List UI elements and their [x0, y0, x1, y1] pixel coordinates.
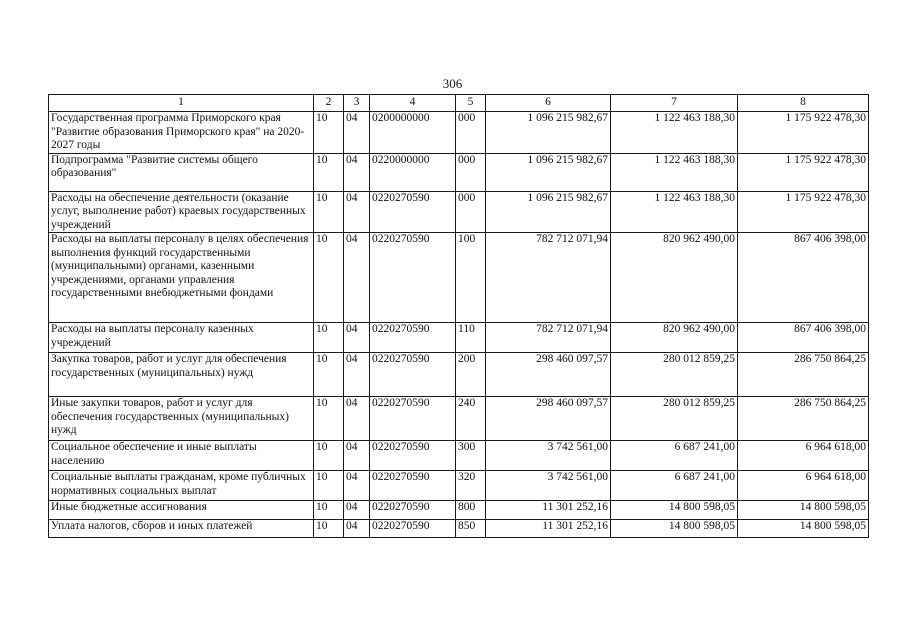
section-code-cell: 10	[314, 112, 344, 154]
amount-col8-cell: 14 800 598,05	[738, 501, 869, 520]
amount-col6-cell: 11 301 252,16	[486, 501, 611, 520]
subsection-code-cell: 04	[344, 441, 370, 471]
amount-col7-cell: 6 687 241,00	[611, 471, 738, 501]
amount-col8-cell: 1 175 922 478,30	[738, 153, 869, 191]
table-row	[49, 112, 869, 154]
amount-col6-cell: 1 096 215 982,67	[486, 153, 611, 191]
target-article-cell: 0220270590	[370, 471, 456, 501]
column-header-5: 5	[456, 95, 486, 112]
target-article-cell: 0220270590	[370, 191, 456, 233]
table-row	[49, 501, 869, 520]
amount-col7-cell: 14 800 598,05	[611, 520, 738, 538]
target-article-cell: 0220270590	[370, 397, 456, 441]
target-article-cell: 0220270590	[370, 501, 456, 520]
amount-col8-cell: 1 175 922 478,30	[738, 112, 869, 154]
column-header-2: 2	[314, 95, 344, 112]
section-code-cell: 10	[314, 441, 344, 471]
target-article-cell: 0220270590	[370, 520, 456, 538]
column-header-6: 6	[486, 95, 611, 112]
expense-type-cell: 000	[456, 153, 486, 191]
table-row	[49, 397, 869, 441]
table-row	[49, 353, 869, 397]
amount-col6-cell: 782 712 071,94	[486, 323, 611, 353]
page-number: 306	[442, 76, 463, 91]
amount-col7-cell: 820 962 490,00	[611, 323, 738, 353]
amount-col6-cell: 782 712 071,94	[486, 233, 611, 323]
amount-col7-cell: 6 687 241,00	[611, 441, 738, 471]
target-article-cell: 0220270590	[370, 441, 456, 471]
target-article-cell: 0220270590	[370, 353, 456, 397]
amount-col6-cell: 298 460 097,57	[486, 397, 611, 441]
amount-col8-cell: 867 406 398,00	[738, 233, 869, 323]
amount-col6-cell: 3 742 561,00	[486, 441, 611, 471]
amount-col8-cell: 286 750 864,25	[738, 397, 869, 441]
amount-col7-cell: 1 122 463 188,30	[611, 112, 738, 154]
subsection-code-cell: 04	[344, 153, 370, 191]
section-code-cell: 10	[314, 397, 344, 441]
header-row	[49, 95, 869, 112]
column-header-3: 3	[344, 95, 370, 112]
amount-col8-cell: 867 406 398,00	[738, 323, 869, 353]
budget-table	[48, 94, 869, 538]
amount-col6-cell: 3 742 561,00	[486, 471, 611, 501]
table-row	[49, 471, 869, 501]
subsection-code-cell: 04	[344, 112, 370, 154]
section-code-cell: 10	[314, 191, 344, 233]
table-row	[49, 153, 869, 191]
row-name-cell: Расходы на обеспечение деятельности (оказание услуг, выполнение работ) краевых государственных учреждений	[49, 191, 314, 233]
subsection-code-cell: 04	[344, 520, 370, 538]
expense-type-cell: 200	[456, 353, 486, 397]
row-name-cell: Подпрограмма "Развитие системы общего образования"	[49, 153, 314, 191]
subsection-code-cell: 04	[344, 233, 370, 323]
target-article-cell: 0220270590	[370, 323, 456, 353]
amount-col6-cell: 1 096 215 982,67	[486, 191, 611, 233]
column-header-8: 8	[738, 95, 869, 112]
amount-col7-cell: 280 012 859,25	[611, 397, 738, 441]
table-row	[49, 233, 869, 323]
target-article-cell: 0220000000	[370, 153, 456, 191]
section-code-cell: 10	[314, 501, 344, 520]
table-row	[49, 520, 869, 538]
column-header-4: 4	[370, 95, 456, 112]
target-article-cell: 0220270590	[370, 233, 456, 323]
row-name-cell: Уплата налогов, сборов и иных платежей	[49, 520, 314, 538]
amount-col7-cell: 280 012 859,25	[611, 353, 738, 397]
amount-col6-cell: 1 096 215 982,67	[486, 112, 611, 154]
row-name-cell: Иные закупки товаров, работ и услуг для обеспечения государственных (муниципальных) нужд	[49, 397, 314, 441]
table-body	[49, 112, 869, 538]
row-name-cell: Расходы на выплаты персоналу в целях обеспечения выполнения функций государственными (муниципальными) органами, казенными учреждениями, органами управления государственными внебюджетными фондами	[49, 233, 314, 323]
table-row	[49, 441, 869, 471]
section-code-cell: 10	[314, 233, 344, 323]
subsection-code-cell: 04	[344, 471, 370, 501]
amount-col8-cell: 6 964 618,00	[738, 471, 869, 501]
table-row	[49, 191, 869, 233]
expense-type-cell: 000	[456, 112, 486, 154]
expense-type-cell: 320	[456, 471, 486, 501]
row-name-cell: Государственная программа Приморского края "Развитие образования Приморского края" на 2020-2027 годы	[49, 112, 314, 154]
expense-type-cell: 240	[456, 397, 486, 441]
section-code-cell: 10	[314, 520, 344, 538]
target-article-cell: 0200000000	[370, 112, 456, 154]
section-code-cell: 10	[314, 153, 344, 191]
expense-type-cell: 800	[456, 501, 486, 520]
section-code-cell: 10	[314, 353, 344, 397]
amount-col8-cell: 14 800 598,05	[738, 520, 869, 538]
amount-col8-cell: 6 964 618,00	[738, 441, 869, 471]
column-header-1: 1	[49, 95, 314, 112]
subsection-code-cell: 04	[344, 501, 370, 520]
amount-col7-cell: 820 962 490,00	[611, 233, 738, 323]
amount-col6-cell: 11 301 252,16	[486, 520, 611, 538]
row-name-cell: Социальное обеспечение и иные выплаты населению	[49, 441, 314, 471]
row-name-cell: Расходы на выплаты персоналу казенных учреждений	[49, 323, 314, 353]
amount-col8-cell: 1 175 922 478,30	[738, 191, 869, 233]
amount-col8-cell: 286 750 864,25	[738, 353, 869, 397]
row-name-cell: Иные бюджетные ассигнования	[49, 501, 314, 520]
subsection-code-cell: 04	[344, 353, 370, 397]
expense-type-cell: 110	[456, 323, 486, 353]
subsection-code-cell: 04	[344, 397, 370, 441]
amount-col7-cell: 14 800 598,05	[611, 501, 738, 520]
subsection-code-cell: 04	[344, 323, 370, 353]
row-name-cell: Закупка товаров, работ и услуг для обеспечения государственных (муниципальных) нужд	[49, 353, 314, 397]
subsection-code-cell: 04	[344, 191, 370, 233]
amount-col7-cell: 1 122 463 188,30	[611, 153, 738, 191]
expense-type-cell: 000	[456, 191, 486, 233]
column-header-7: 7	[611, 95, 738, 112]
table-row	[49, 323, 869, 353]
section-code-cell: 10	[314, 323, 344, 353]
amount-col6-cell: 298 460 097,57	[486, 353, 611, 397]
expense-type-cell: 850	[456, 520, 486, 538]
amount-col7-cell: 1 122 463 188,30	[611, 191, 738, 233]
row-name-cell: Социальные выплаты гражданам, кроме публичных нормативных социальных выплат	[49, 471, 314, 501]
expense-type-cell: 100	[456, 233, 486, 323]
expense-type-cell: 300	[456, 441, 486, 471]
section-code-cell: 10	[314, 471, 344, 501]
